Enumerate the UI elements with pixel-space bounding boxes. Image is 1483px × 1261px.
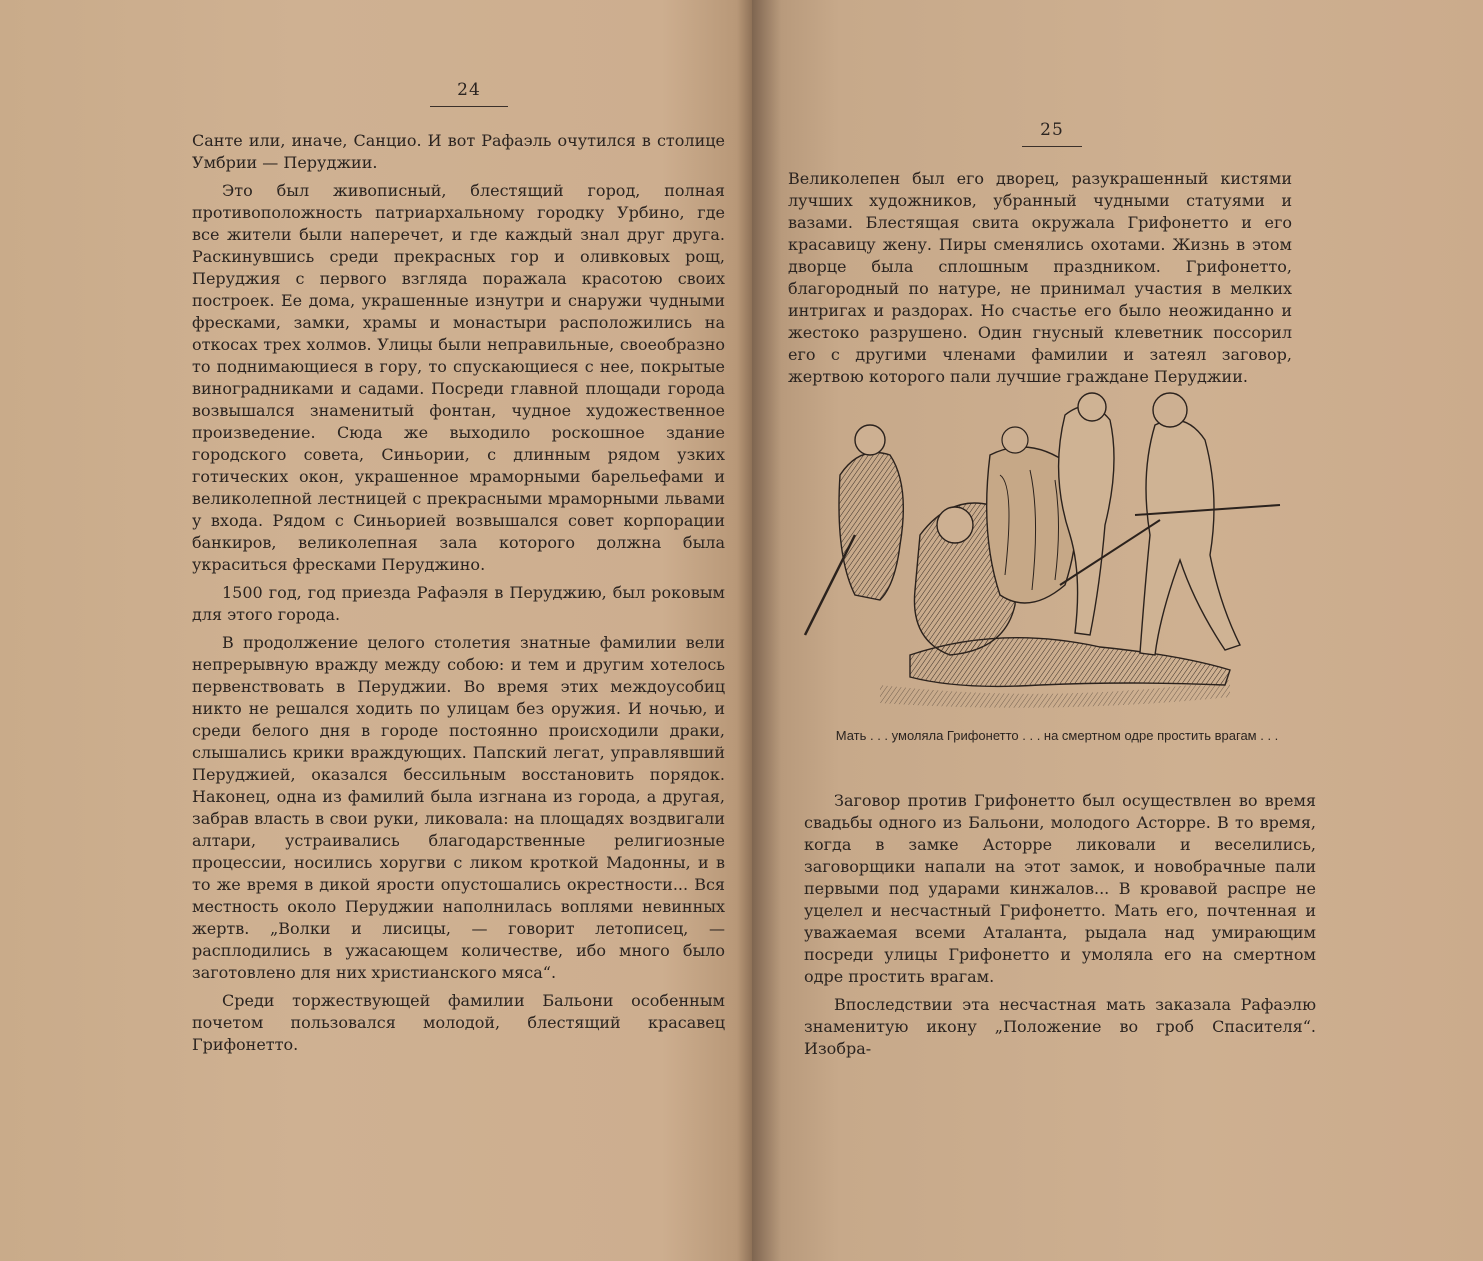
right-page: [752, 0, 1483, 1261]
left-page-number-text: 24: [457, 80, 481, 100]
caption-text: Мать . . . умоляла Грифонетто . . . на смертном одре простить врагам . . .: [835, 728, 1279, 743]
right-page-bottom-text: [804, 790, 1316, 1066]
page-number-rule: [1022, 146, 1082, 147]
paragraph: Санте или, иначе, Санцио. И вот Рафаэль очутился в столице Умбрии — Перуджии.: [192, 131, 725, 172]
paragraph: Это был живописный, блестящий город, полная противоположность патриархальному городку Урбино, где все жители были наперечет, и где каждый знал друг друга. Раскинувшись среди прекрасных гор и оливковых рощ, Перуджия с первого взгляда поражала красотою своих построек. Ее дома, украшенные изнутри и снаружи чудными фресками, замки, храмы и монастыри расположились на откосах трех холмов. Улицы были неправильные, своеобразно то поднимающиеся в гору, то спускающиеся с нее, покрытые виноградниками и садами. Посреди главной площади города возвышался знаменитый фонтан, чудное художественное произведение. Сюда же выходило роскошное здание городского совета, Синьории, с длинным рядом узких готических окон, украшенное мраморными барельефами и великолепной лестницей с прекрасными мраморными львами у входа. Рядом с Синьорией возвышался совет корпорации банкиров, великолепная зала которого должна была украситься фресками Перуджино.: [192, 181, 725, 574]
right-page-number-text: 25: [1040, 120, 1064, 140]
paragraph: 1500 год, год приезда Рафаэля в Перуджию, был роковым для этого города.: [192, 583, 725, 624]
paragraph: Среди торжествующей фамилии Бальони особенным почетом пользовался молодой, блестящий красавец Грифонетто.: [192, 991, 725, 1054]
right-page-top-text: [788, 168, 1292, 394]
paragraph: В продолжение целого столетия знатные фамилии вели непрерывную вражду между собою: и тем и другим хотелось первенствовать в Перуджии. Во время этих междоусобиц никто не решался ходить по улицам без оружия. И ночью, и среди белого дня в городе постоянно происходили драки, слышались крики враждующих. Папский легат, управлявший Перуджией, оказался бессильным восстановить порядок. Наконец, одна из фамилий была изгнана из города, а другая, забрав власть в свои руки, ликовала: на площадях воздвигали алтари, устраивались благодарственные религиозные процессии, носились хоругви с ликом кроткой Мадонны, и в то же время в дикой ярости опустошались окрестности... Вся местность около Перуджии наполнилась воплями невинных жертв. „Волки и лисицы, — говорит летописец, — расплодились в ужасающем количестве, ибо много было заготовлено для них христианского мяса“.: [192, 633, 725, 982]
illustration-caption: [822, 726, 1292, 745]
page-number-rule: [430, 106, 508, 107]
paragraph: Впоследствии эта несчастная мать заказала Рафаэлю знаменитую икону „Положение во гроб Спасителя“. Изобра-: [804, 995, 1316, 1058]
left-page-number: [430, 80, 508, 107]
right-page-number: [1022, 120, 1082, 147]
engraving-illustration: [800, 385, 1305, 720]
paragraph: Великолепен был его дворец, разукрашенный кистями лучших художников, убранный чудными статуями и вазами. Блестящая свита окружала Грифонетто и его красавицу жену. Пиры сменялись охотами. Жизнь в этом дворце была сплошным праздником. Грифонетто, благородный по натуре, не принимал участия в мелких интригах и раздорах. Но счастье его было неожиданно и жестоко разрушено. Один гнусный клеветник поссорил его с другими членами фамилии и затеял заговор, жертвою которого пали лучшие граждане Перуджии.: [788, 169, 1292, 386]
left-page-body: [192, 130, 725, 1062]
paragraph: Заговор против Грифонетто был осуществлен во время свадьбы одного из Бальони, молодого Асторре. В то время, когда в замке Асторре ликовали и веселились, заговорщики напали на этот замок, и новобрачные пали первыми под ударами кинжалов... В кровавой распре не уцелел и несчастный Грифонетто. Мать его, почтенная и уважаемая всеми Аталанта, рыдала над умирающим посреди улицы Грифонетто и умоляла его на смертном одре простить врагам.: [804, 791, 1316, 986]
